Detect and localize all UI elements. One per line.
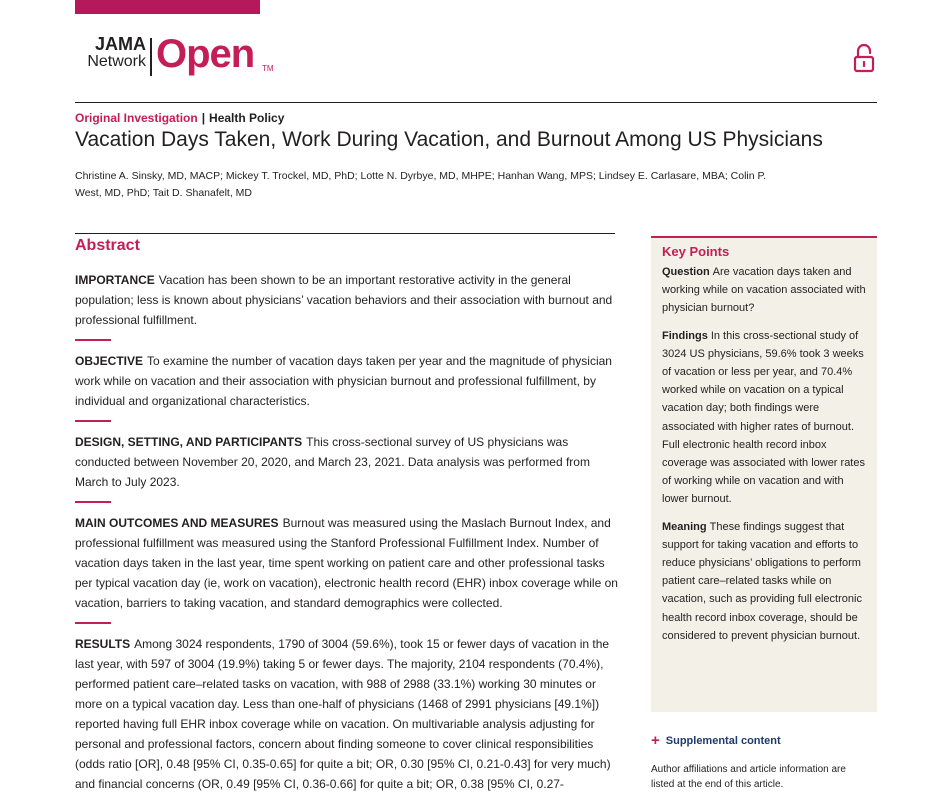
key-point-text: These findings suggest that support for taking vacation and efforts to reduce physicians’ obligations to perform patient care–related tasks while on vacation, such as providing full electronic health record inbox coverage, should be considered to prevent physician burnout. [662,520,862,642]
abstract-heading: Abstract [75,237,140,254]
key-point-label: Meaning [662,520,707,533]
unlock-icon [852,43,876,73]
logo-divider [150,38,152,76]
key-point-label: Findings [662,329,708,342]
section-divider [75,339,111,341]
header-rule [75,102,877,103]
key-point-text: In this cross-sectional study of 3024 US physicians, 59.6% took 3 weeks of vacation or less per year, and 70.4% worked while on vacation on a typical vacation day; both findings were associated with higher rates of burnout. Full electronic health record inbox coverage was associated with lower rates of working while on vacation and with lower burnout. [662,329,865,506]
logo-network-text: Network [87,53,146,70]
section-text: Among 3024 respondents, 1790 of 3004 (59.6%), took 15 or fewer days of vacation in the last year, with 597 of 3004 (19.9%) taking 5 or fewer days. The majority, 2104 respondents (70.4%), performed patient care–related tasks on vacation, with 988 of 2988 (33.1%) working 30 minutes or more on a typical vacation day. Less than one-half of physicians (1468 of 2991 physicians [49.1%]) reported having full EHR inbox coverage while on vacation. On multivariable analysis adjusting for personal and professional factors, concern about finding someone to cover clinical responsibilities (odds ratio [OR], 0.48 [95% CI, 0.35-0.65] for quite a bit; OR, 0.30 [95% CI, 0.21-0.43] for very much) and financial concerns (OR, 0.49 [95% CI, 0.36-0.66] for quite a bit; OR, 0.38 [95% CI, 0.27- [75,637,611,791]
logo-trademark: TM [262,64,274,73]
key-point-text: Are vacation days taken and working while on vacation associated with physician burnout? [662,266,866,315]
article-topic: Health Policy [209,111,285,125]
abstract-objective [75,351,620,411]
key-points-heading: Key Points [662,244,730,259]
plus-icon: + [651,732,660,749]
section-text: Burnout was measured using the Maslach Burnout Index, and professional fulfillment was measured using the Stanford Professional Fulfillment Index. Number of vacation days taken in the last year, time spent working on patient care and other professional tasks per typical vacation day (ie, work on vacation), electronic health record (EHR) inbox coverage while on vacation, barriers to taking vacation, and standard demographics were collected. [75,516,618,610]
key-point-question [662,263,867,318]
affiliations-note: Author affiliations and article information are listed at the end of this article. [651,764,846,790]
key-point-meaning [662,518,867,645]
abstract-importance [75,270,620,330]
section-text: Vacation has been shown to be an important restorative activity in the general population; less is known about physicians’ vacation behaviors and their association with burnout and professional fulfillment. [75,273,613,327]
key-point-findings [662,327,867,509]
abstract-results [75,634,620,794]
section-label: IMPORTANCE [75,273,155,287]
section-label: MAIN OUTCOMES AND MEASURES [75,516,279,530]
abstract-design [75,432,620,492]
key-point-label: Question [662,266,710,278]
logo-jama-text: JAMA [94,34,146,54]
journal-logo[interactable] [76,34,276,84]
article-kicker [75,111,284,125]
section-divider [75,501,111,503]
kicker-separator: | [201,111,206,125]
abstract-body [75,270,620,794]
article-title: Vacation Days Taken, Work During Vacation, and Burnout Among US Physicians [75,128,823,151]
abstract-header [75,233,615,260]
logo-open-text: Open [156,32,255,76]
author-list: Christine A. Sinsky, MD, MACP; Mickey T. Trockel, MD, PhD; Lotte N. Dyrbye, MD, MHPE; Hanhan Wang, MPS; Lindsey E. Carlasare, MBA; Colin P. West, MD, PhD; Tait D. Shanafelt, MD [75,170,767,199]
supplemental-label: Supplemental content [665,735,781,747]
key-points-box [651,236,877,712]
section-label: OBJECTIVE [75,354,144,368]
section-text: This cross-sectional survey of US physicians was conducted between November 20, 2020, and March 23, 2021. Data analysis was performed from March to July 2023. [75,435,590,489]
section-divider [75,420,111,422]
top-accent-bar [75,0,260,14]
abstract-outcomes [75,513,620,613]
section-label: DESIGN, SETTING, AND PARTICIPANTS [75,435,303,449]
section-divider [75,622,111,624]
section-label: RESULTS [75,637,131,651]
supplemental-content-link[interactable] [651,733,877,749]
article-type: Original Investigation [75,111,198,125]
section-text: To examine the number of vacation days taken per year and the magnitude of physician work while on vacation and their association with physician burnout and professional fulfillment, by individual and organizational characteristics. [75,354,612,408]
